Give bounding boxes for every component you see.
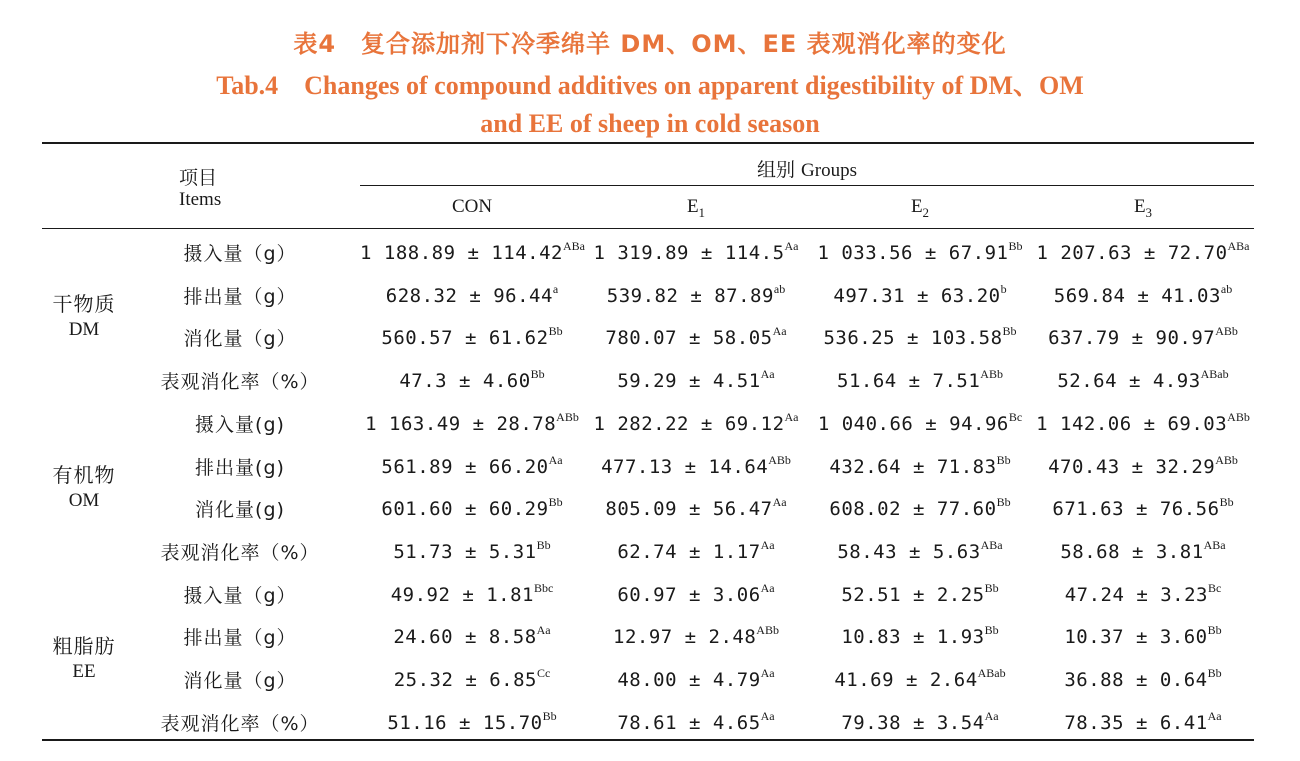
table-cell	[808, 623, 1032, 648]
cell-significance: ABb	[756, 623, 779, 638]
cell-significance: Aa	[772, 495, 787, 510]
table-cell	[1031, 581, 1255, 606]
column-header-e3	[1031, 196, 1255, 221]
column-header-sub: 3	[1145, 204, 1153, 220]
cell-significance: ABb	[1227, 409, 1250, 424]
table-cell	[584, 410, 808, 435]
top-rule	[42, 142, 1254, 144]
column-header-label: E	[686, 196, 699, 217]
cell-significance: Aa	[984, 708, 999, 723]
table-cell	[360, 709, 584, 734]
table-cell	[808, 581, 1032, 606]
cell-significance: Cc	[536, 666, 551, 680]
cell-significance: ABab	[1200, 367, 1229, 382]
cell-significance: Bb	[530, 367, 545, 382]
column-header-label: E	[1133, 196, 1146, 217]
table-cell	[584, 709, 808, 734]
items-header-en: Items	[179, 189, 222, 210]
cell-significance: Aa	[536, 623, 551, 638]
group-name-en: OM	[68, 490, 100, 512]
table-cell	[584, 324, 808, 349]
table-cell	[584, 581, 808, 606]
cell-significance: ABb	[1215, 452, 1238, 467]
cell-significance: ABa	[1203, 537, 1226, 552]
cell-value: 1 033.56 ± 67.91	[817, 242, 1009, 264]
group-name-cn: 干物质	[52, 292, 116, 317]
table-cell	[584, 239, 808, 264]
table-cell	[360, 623, 584, 648]
table-cell	[1031, 538, 1255, 563]
cell-significance: Aa	[760, 367, 775, 382]
table-row	[0, 401, 1300, 443]
cell-significance: Bb	[536, 537, 551, 552]
table-cell	[584, 495, 808, 520]
cell-significance: Bbc	[533, 580, 554, 595]
cell-significance: Bb	[984, 580, 999, 595]
cell-value: 62.74 ± 1.17	[617, 540, 761, 563]
table-caption-en-line1: Tab.4 Changes of compound additives on apparent digestibility of DM、OM	[216, 71, 1084, 100]
row-item-label: 摄入量（g）	[183, 243, 297, 265]
cell-significance: Bb	[996, 452, 1011, 467]
table-cell	[808, 239, 1032, 264]
cell-significance: Aa	[1207, 708, 1222, 723]
cell-value: 628.32 ± 96.44	[385, 284, 553, 307]
cell-value: 1 319.89 ± 114.5	[593, 242, 785, 264]
table-cell	[808, 324, 1032, 349]
table-cell	[360, 282, 584, 307]
table-caption-en-line2: and EE of sheep in cold season	[480, 109, 820, 138]
cell-significance: ab	[1220, 281, 1233, 296]
cell-value: 60.97 ± 3.06	[617, 583, 761, 606]
cell-significance: Bb	[1008, 239, 1023, 253]
cell-significance: ABab	[977, 666, 1006, 680]
table-cell	[360, 239, 584, 264]
cell-value: 10.83 ± 1.93	[841, 626, 985, 649]
cell-value: 52.51 ± 2.25	[841, 583, 985, 606]
table-cell	[360, 367, 584, 392]
table-cell	[1031, 282, 1255, 307]
cell-significance: Aa	[760, 708, 775, 723]
table-row	[0, 315, 1300, 357]
cell-value: 58.43 ± 5.63	[837, 540, 981, 563]
cell-value: 497.31 ± 63.20	[833, 284, 1001, 307]
table-cell	[1031, 367, 1255, 392]
cell-value: 536.25 ± 103.58	[823, 327, 1003, 350]
cell-value: 561.89 ± 66.20	[381, 455, 549, 478]
cell-value: 58.68 ± 3.81	[1060, 540, 1204, 563]
row-item-label: 消化量(g)	[195, 499, 285, 522]
table-cell	[584, 538, 808, 563]
table-cell	[584, 367, 808, 392]
cell-value: 78.61 ± 4.65	[617, 711, 761, 734]
cell-value: 569.84 ± 41.03	[1053, 284, 1221, 307]
table-cell	[360, 666, 584, 691]
cell-significance: Aa	[784, 409, 799, 424]
cell-significance: Bb	[548, 495, 563, 510]
table-row	[0, 444, 1300, 486]
row-item-label: 排出量(g)	[195, 456, 285, 479]
row-item-label: 摄入量（g）	[183, 584, 297, 607]
cell-significance: Bb	[548, 324, 563, 339]
cell-value: 36.88 ± 0.64	[1064, 669, 1208, 691]
cell-significance: Bb	[1219, 495, 1234, 510]
table-cell	[1031, 709, 1255, 734]
cell-value: 52.64 ± 4.93	[1057, 370, 1201, 393]
table-cell	[360, 324, 584, 349]
cell-significance: a	[552, 281, 559, 296]
table-cell	[360, 495, 584, 520]
cell-value: 49.92 ± 1.81	[390, 583, 534, 606]
cell-significance: Bb	[542, 708, 557, 723]
cell-significance: Bb	[996, 495, 1011, 510]
column-header-sub: 1	[698, 204, 706, 220]
cell-significance: Aa	[548, 452, 563, 467]
cell-significance: ABa	[1227, 239, 1250, 253]
cell-value: 51.64 ± 7.51	[837, 370, 981, 393]
cell-value: 25.32 ± 6.85	[393, 669, 537, 691]
column-header-sub: 2	[922, 204, 930, 220]
cell-value: 51.16 ± 15.70	[387, 711, 543, 734]
cell-significance: ABb	[1215, 324, 1238, 339]
table-cell	[1031, 623, 1255, 648]
row-item-label: 排出量（g）	[183, 285, 297, 308]
row-item-label: 排出量（g）	[183, 627, 297, 650]
cell-significance: Bb	[1207, 666, 1222, 680]
table-row	[0, 529, 1300, 571]
row-item-label: 消化量（g）	[183, 670, 297, 692]
cell-value: 1 040.66 ± 94.96	[817, 412, 1009, 435]
table-row	[0, 273, 1300, 315]
cell-significance: ABa	[980, 537, 1003, 552]
cell-significance: Aa	[760, 666, 775, 680]
table-cell	[584, 666, 808, 691]
header-rule	[42, 228, 1254, 229]
cell-value: 47.3 ± 4.60	[399, 370, 531, 393]
group-name-cn: 粗脂肪	[52, 634, 116, 658]
cell-significance: Bc	[1207, 580, 1222, 595]
cell-value: 560.57 ± 61.62	[381, 327, 549, 350]
table-row	[0, 700, 1300, 742]
cell-significance: b	[1000, 281, 1007, 296]
groups-header-cn: 组别	[756, 159, 795, 181]
group-name-cn: 有机物	[52, 463, 116, 488]
cell-value: 637.79 ± 90.97	[1048, 327, 1216, 350]
cell-significance: Bb	[1207, 623, 1222, 638]
cell-value: 432.64 ± 71.83	[829, 455, 997, 478]
cell-value: 51.73 ± 5.31	[393, 540, 537, 563]
table-cell	[808, 453, 1032, 478]
table-cell	[1031, 410, 1255, 435]
table-cell	[808, 709, 1032, 734]
groups-header	[360, 155, 1254, 182]
cell-value: 41.69 ± 2.64	[834, 669, 978, 691]
groups-rule	[360, 185, 1254, 186]
cell-value: 780.07 ± 58.05	[605, 327, 773, 350]
cell-value: 539.82 ± 87.89	[606, 284, 774, 307]
cell-significance: Aa	[784, 239, 799, 253]
column-header-label: CON	[451, 196, 493, 217]
cell-significance: ABb	[980, 367, 1003, 382]
column-header-e1	[584, 196, 808, 221]
row-item-label: 摄入量(g)	[195, 413, 285, 436]
table-cell	[360, 538, 584, 563]
cell-value: 24.60 ± 8.58	[393, 626, 537, 649]
column-header-label: E	[910, 196, 923, 217]
cell-value: 601.60 ± 60.29	[381, 498, 549, 521]
table-cell	[808, 410, 1032, 435]
cell-value: 1 142.06 ± 69.03	[1036, 412, 1228, 435]
table-cell	[1031, 239, 1255, 264]
table-cell	[808, 282, 1032, 307]
table-cell	[360, 581, 584, 606]
table-cell	[360, 410, 584, 435]
row-item-label: 消化量（g）	[183, 328, 297, 351]
table-row	[0, 657, 1300, 699]
cell-value: 1 282.22 ± 69.12	[593, 412, 785, 435]
table-row	[0, 572, 1300, 614]
table-cell	[584, 453, 808, 478]
row-item-label: 表观消化率（%）	[160, 712, 320, 735]
table-cell	[808, 666, 1032, 691]
cell-significance: Bb	[1002, 324, 1017, 339]
cell-value: 10.37 ± 3.60	[1064, 626, 1208, 649]
table-row	[0, 614, 1300, 656]
table-cell	[1031, 666, 1255, 691]
group-name-en: DM	[68, 319, 100, 341]
table-cell	[808, 495, 1032, 520]
cell-value: 12.97 ± 2.48	[613, 626, 757, 649]
row-item-label: 表观消化率（%）	[160, 541, 320, 564]
table-cell	[360, 453, 584, 478]
groups-header-en: Groups	[801, 160, 857, 181]
cell-value: 477.13 ± 14.64	[601, 455, 769, 478]
table-row	[0, 230, 1300, 272]
cell-value: 608.02 ± 77.60	[829, 498, 997, 521]
cell-value: 1 163.49 ± 28.78	[365, 412, 557, 435]
cell-significance: Aa	[760, 537, 775, 552]
table-cell	[1031, 324, 1255, 349]
row-item-label: 表观消化率（%）	[160, 371, 320, 394]
cell-value: 78.35 ± 6.41	[1064, 711, 1208, 734]
cell-value: 79.38 ± 3.54	[841, 711, 985, 734]
cell-significance: Bc	[1008, 409, 1023, 424]
items-header-cn: 项目	[179, 167, 218, 189]
cell-significance: Aa	[760, 580, 775, 595]
table-cell	[584, 623, 808, 648]
table-cell	[808, 538, 1032, 563]
cell-value: 805.09 ± 56.47	[605, 498, 773, 521]
column-header-e2	[808, 196, 1032, 221]
cell-significance: ABb	[768, 452, 791, 467]
group-name-en: EE	[72, 661, 96, 682]
cell-significance: ABb	[556, 409, 579, 424]
cell-value: 671.63 ± 76.56	[1052, 498, 1220, 521]
cell-significance: ABa	[562, 239, 585, 253]
table-row	[0, 486, 1300, 528]
cell-value: 470.43 ± 32.29	[1048, 455, 1216, 478]
cell-significance: Aa	[772, 324, 787, 339]
cell-value: 59.29 ± 4.51	[617, 370, 761, 393]
table-cell	[1031, 453, 1255, 478]
table-cell	[808, 367, 1032, 392]
column-header-con	[360, 196, 584, 221]
table-caption-cn: 表4 复合添加剂下冷季绵羊 DM、OM、EE 表观消化率的变化	[293, 30, 1007, 58]
cell-value: 1 207.63 ± 72.70	[1036, 242, 1228, 264]
table-row	[0, 358, 1300, 400]
cell-value: 1 188.89 ± 114.42	[360, 242, 563, 264]
cell-significance: ab	[773, 281, 786, 296]
table-cell	[1031, 495, 1255, 520]
cell-significance: Bb	[984, 623, 999, 638]
cell-value: 47.24 ± 3.23	[1064, 583, 1208, 606]
table-cell	[584, 282, 808, 307]
cell-value: 48.00 ± 4.79	[617, 669, 761, 691]
